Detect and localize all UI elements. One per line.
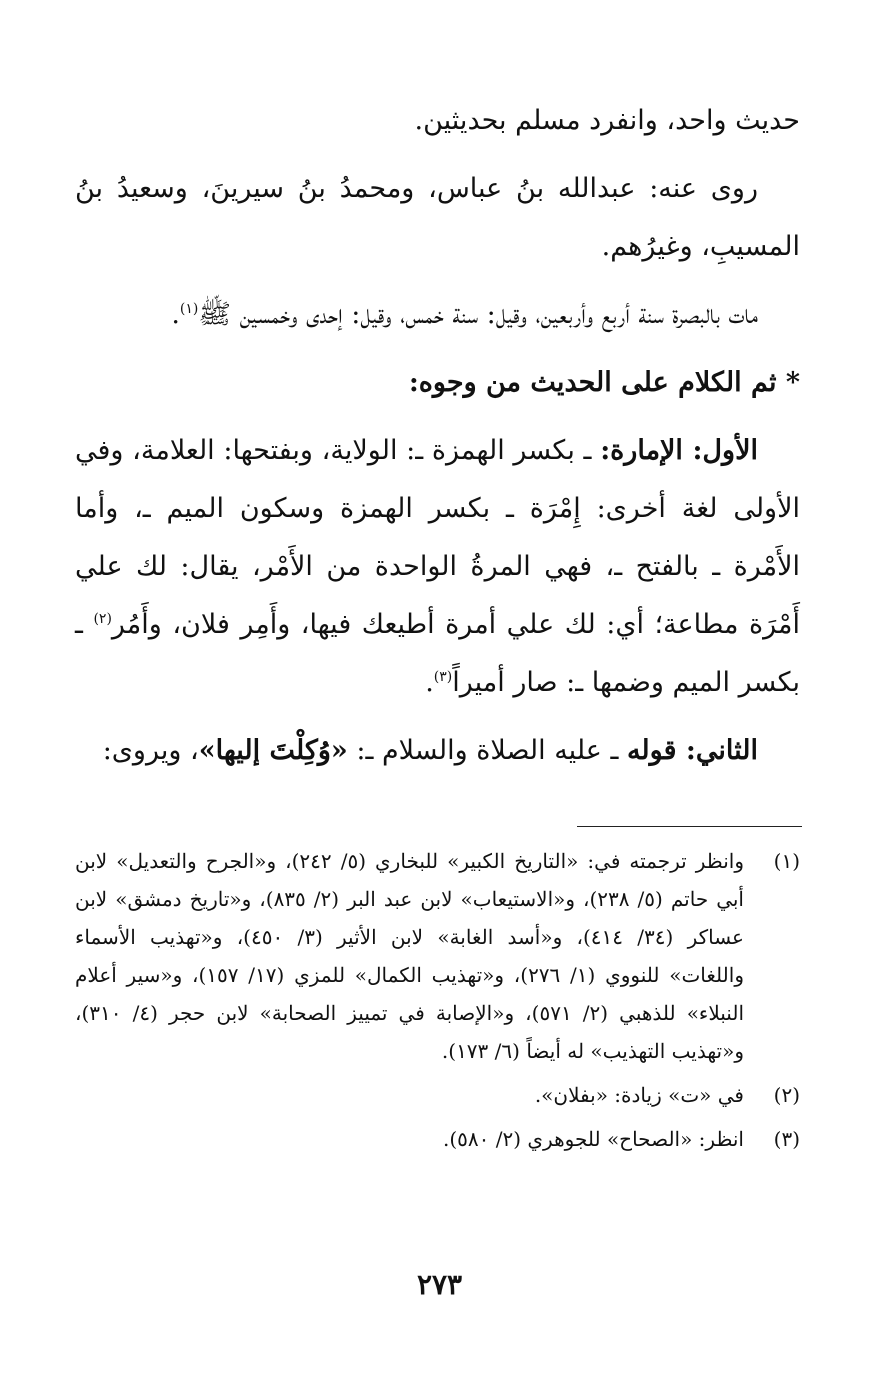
second-point-text-b: ، ويروى: <box>102 735 199 766</box>
footnote-text: في «ت» زيادة: «بفلان». <box>534 1083 744 1107</box>
main-text <box>75 92 800 780</box>
footnote-ref-1[interactable]: (١) <box>179 301 199 317</box>
footnote-divider <box>577 826 802 827</box>
page-number: ٢٧٣ <box>416 1268 463 1301</box>
second-point-label: الثاني: قوله <box>626 735 758 766</box>
first-point-label: الأول: الإمارة: <box>600 435 758 466</box>
footnote-number: (٢) <box>773 1083 800 1107</box>
first-point-text-b: ـ بكسر الميم وضمها ـ: صار أميراً <box>75 609 800 698</box>
footnote-number: (٣) <box>773 1127 800 1151</box>
footnote-ref-3[interactable]: (٣) <box>433 669 453 685</box>
footnote-text: وانظر ترجمته في: «التاريخ الكبير» للبخاري (٥/ ٢٤٢)، و«الجرح والتعديل» لابن أبي حاتم (٥/ ٢٣٨)، و«الاستيعاب» لابن عبد البر (٢/ ٨٣٥)، و«تاريخ دمشق» لابن عساكر (٣٤/ ٤١٤)، و«أسد الغابة» لابن الأثير (٣/ ٤٥٠)، و«تهذيب الأسماء واللغات» للنووي (١/ ٢٧٦)، و«تهذيب الكمال» للمزي (١٧/ ١٥٧)، و«سير أعلام النبلاء» للذهبي (٢/ ٥٧١)، و«الإصابة في تمييز الصحابة» لابن حجر (٤/ ٣١٠)، و«تهذيب التهذيب» له أيضاً (٦/ ١٧٣). <box>75 849 744 1063</box>
first-point-end: . <box>425 667 434 698</box>
footnote-text: انظر: «الصحاح» للجوهري (٢/ ٥٨٠). <box>442 1127 744 1151</box>
paragraph-second-point <box>75 722 800 780</box>
footnote-2 <box>75 1076 800 1114</box>
footnotes <box>75 842 800 1164</box>
section-heading: * ثم الكلام على الحديث من وجوه: <box>408 367 800 398</box>
paragraph-first-point <box>75 422 800 712</box>
paragraph-2: روى عنه: عبدالله بنُ عباس، ومحمدُ بنُ سيرينَ، وسعيدُ بنُ المسيبِ، وغيرُهم. <box>75 173 800 262</box>
hadith-quote: «وُكِلْتَ إليها» <box>198 735 348 766</box>
footnote-1 <box>75 842 800 1070</box>
footnote-3 <box>75 1120 800 1158</box>
first-point-text-a: ـ بكسر الهمزة ـ: الولاية، وبفتحها: العلامة، وفي الأولى لغة أخرى: إِمْرَة ـ بكسر الهمزة وسكون الميم ـ، وأما الأَمْرة ـ بالفتح ـ، فهي المرةُ الواحدة من الأَمْر، يقال: لك علي أَمْرَة مطاعة؛ أي: لك علي أمرة أطيعك فيها، وأَمِر فلان، وأَمُر <box>75 435 800 640</box>
paragraph-3 <box>75 286 800 344</box>
paragraph-3-end: . <box>171 299 180 330</box>
paragraph-3-text: مات بالبصرة سنة أربع وأربعين، وقيل: سنة خمس، وقيل: إحدى وخمسين ﷺ <box>198 299 758 330</box>
footnote-number: (١) <box>773 849 800 873</box>
second-point-text-a: ـ عليه الصلاة والسلام ـ: <box>356 735 619 766</box>
footnote-ref-2[interactable]: (٢) <box>93 611 112 627</box>
paragraph-1: حديث واحد، وانفرد مسلم بحديثين. <box>414 105 800 136</box>
